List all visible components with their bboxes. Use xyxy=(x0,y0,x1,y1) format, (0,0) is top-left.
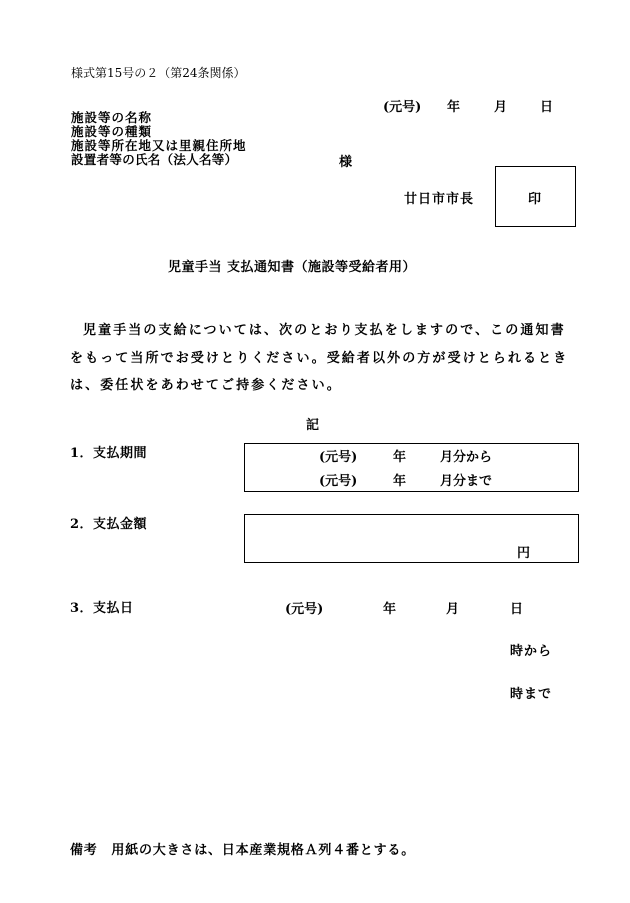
remarks-note: 備考 用紙の大きさは、日本産業規格Ａ列４番とする。 xyxy=(70,843,416,858)
issuer-title: 廿日市市長 xyxy=(404,192,475,207)
document-body xyxy=(70,317,570,400)
period-to-year: 年 xyxy=(393,474,407,489)
period-to-month: 月分まで xyxy=(440,474,493,489)
amount-unit: 円 xyxy=(517,546,531,561)
facility-address-label: 施設等所在地又は里親住所地 xyxy=(71,138,247,153)
payment-date-era: (元号) xyxy=(285,602,324,617)
seal-box xyxy=(495,166,576,227)
payment-time-from: 時から xyxy=(510,644,553,659)
payment-time-to: 時まで xyxy=(510,687,553,702)
date-year: 年 xyxy=(447,100,461,115)
period-from-year: 年 xyxy=(393,450,407,465)
body-paragraph: 児童手当の支給については、次のとおり支払をしますので、この通知書をもって当所でお受けとりください。受給者以外の方が受けとられるときは、委任状をあわせてご持参ください。 xyxy=(70,323,569,393)
date-day: 日 xyxy=(540,100,554,115)
period-to-era: (元号) xyxy=(319,474,358,489)
date-era: (元号) xyxy=(383,100,422,115)
payment-date-label: 3．支払日 xyxy=(70,601,134,616)
founder-name-label: 設置者等の氏名（法人名等） xyxy=(71,152,238,167)
payment-date-day: 日 xyxy=(510,602,524,617)
period-from-month: 月分から xyxy=(440,450,493,465)
honorific: 様 xyxy=(339,155,353,170)
facility-type-label: 施設等の種類 xyxy=(71,124,153,139)
payment-date-year: 年 xyxy=(383,602,397,617)
form-number: 様式第15号の２（第24条関係） xyxy=(71,66,246,80)
amount-box xyxy=(244,514,579,563)
seal-label: 印 xyxy=(528,192,542,207)
period-from-era: (元号) xyxy=(319,450,358,465)
ki-heading: 記 xyxy=(306,418,320,433)
facility-name-label: 施設等の名称 xyxy=(71,110,153,125)
payment-date-month: 月 xyxy=(446,602,460,617)
date-month: 月 xyxy=(494,100,508,115)
amount-label: 2．支払金額 xyxy=(70,517,148,532)
period-box xyxy=(244,443,579,492)
period-label: 1．支払期間 xyxy=(70,446,148,461)
document-title: 児童手当 支払通知書（施設等受給者用） xyxy=(168,260,417,275)
